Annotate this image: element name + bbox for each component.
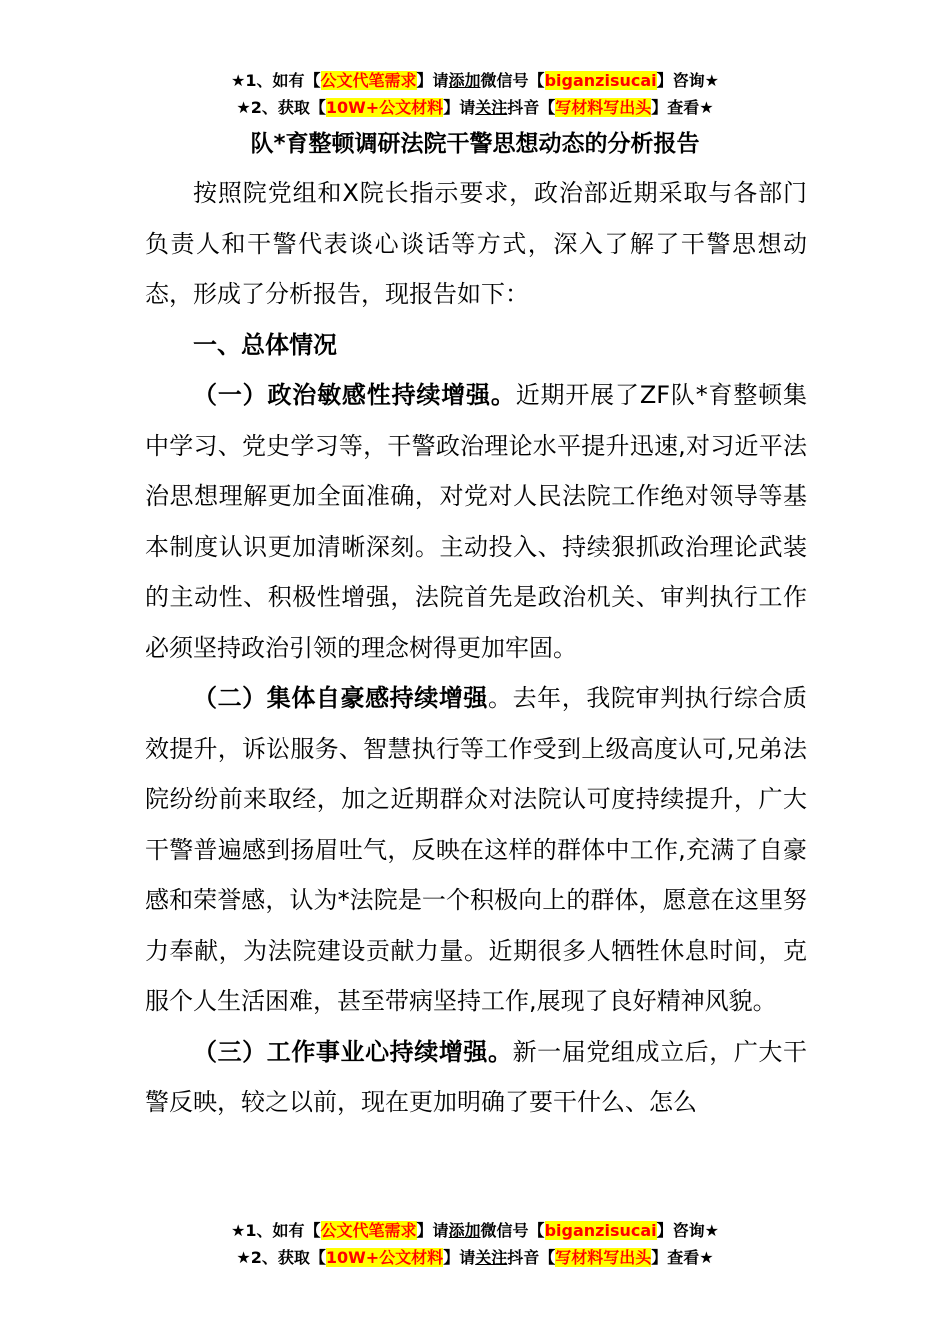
highlight-materials: 10W+公文材料	[325, 98, 444, 117]
section-heading: 一、总体情况	[193, 330, 337, 359]
highlight-douyin: 写材料写出头	[555, 98, 652, 117]
promo-line-1: ★1、如有【公文代笔需求】请添加微信号【biganzisucai】咨询★	[231, 1221, 719, 1240]
document-title: 队*育整顿调研法院干警思想动态的分析报告	[250, 131, 700, 157]
paragraph-2: （二）集体自豪感持续增强。去年，我院审判执行综合质效提升，诉讼服务、智慧执行等工作受到上级高度认可,兄弟法院纷纷前来取经，加之近期群众对法院认可度持续提升，广大干警普遍感到扬眉吐气，反映在这样的群体中工作,充满了自豪感和荣誉感，认为*法院是一个积极向上的群体，愿意在这里努力奉献，为法院建设贡献力量。近期很多人牺牲休息时间，克服个人生活困难，甚至带病坚持工作,展现了良好精神风貌。	[145, 684, 807, 1015]
paragraph-1-lead: （一）政治敏感性持续增强。	[193, 381, 516, 409]
paragraph-1: （一）政治敏感性持续增强。近期开展了ZF队*育整顿集中学习、党史学习等，干警政治理论水平提升迅速,对习近平法治思想理解更加全面准确，对党对人民法院工作绝对领导等基本制度认识更加清晰深刻。主动投入、持续狠抓政治理论武装的主动性、积极性增强，法院首先是政治机关、审判执行工作必须坚持政治引领的理念树得更加牢固。	[145, 381, 808, 662]
promo-line-2: ★2、获取【10W+公文材料】请关注抖音【写材料写出头】查看★	[236, 1248, 714, 1267]
highlight-service: 公文代笔需求	[320, 1221, 417, 1240]
intro-paragraph: 按照院党组和X院长指示要求，政治部近期采取与各部门负责人和干警代表谈心谈话等方式，深入了解了干警思想动态，形成了分析报告，现报告如下：	[145, 179, 807, 308]
paragraph-2-lead: （二）集体自豪感持续增强	[193, 684, 488, 712]
highlight-douyin: 写材料写出头	[555, 1248, 652, 1267]
promo-line-2: ★2、获取【10W+公文材料】请关注抖音【写材料写出头】查看★	[236, 98, 714, 117]
paragraph-3-lead: （三）工作事业心持续增强。	[193, 1037, 513, 1066]
document-body	[145, 168, 807, 1128]
highlight-service: 公文代笔需求	[320, 71, 417, 90]
promo-line-1: ★1、如有【公文代笔需求】请添加微信号【biganzisucai】咨询★	[231, 71, 719, 90]
highlight-materials: 10W+公文材料	[325, 1248, 444, 1267]
highlight-wechat-id: biganzisucai	[544, 71, 657, 90]
header-promo-banner	[0, 67, 950, 121]
paragraph-3: （三）工作事业心持续增强。新一届党组成立后，广大干警反映，较之以前，现在更加明确了要干什么、怎么	[145, 1037, 808, 1116]
footer-promo-banner	[0, 1217, 950, 1271]
highlight-wechat-id: biganzisucai	[544, 1221, 657, 1240]
